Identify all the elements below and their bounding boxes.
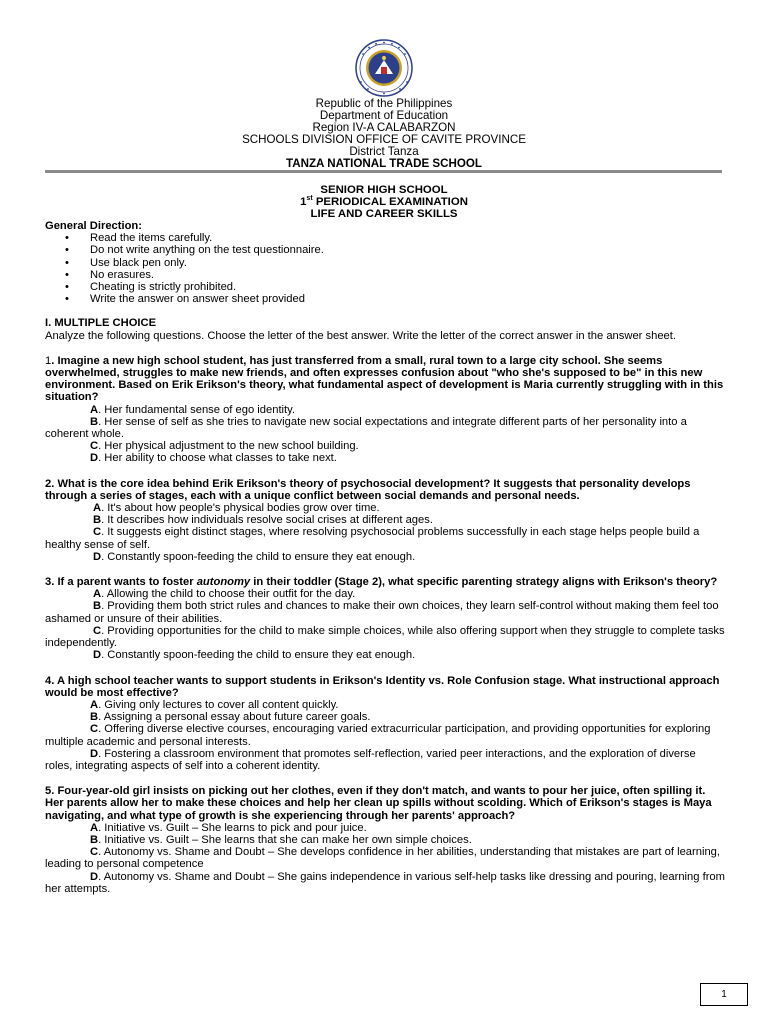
question-stem: 2. What is the core idea behind Erik Erikson's theory of psychosocial development? It suggests that personality develops through a series of stages, each with a unique conflict between social demands and personal needs. [45,477,691,502]
option-a: A. Giving only lectures to cover all content quickly. [90,698,339,711]
option-c: C. It suggests eight distinct stages, where resolving psychosocial problems successfully in each stage helps people build a healthy sense of self. [45,526,700,551]
option-d: D. Constantly spoon-feeding the child to ensure they eat enough. [93,649,416,662]
page-number: 1 [700,983,748,1006]
option-b: B. Providing them both strict rules and chances to make their own choices, they learn self-control without making them feel too ashamed or unsure of their abilities. [45,600,719,625]
question-stem: 3. If a parent wants to foster autonomy in their toddler (Stage 2), what specific parenting strategy aligns with Erikson's theory? [45,576,718,589]
option-b: B. Initiative vs. Guilt – She learns that she can make her own simple choices. [90,833,472,846]
option-b: B. It describes how individuals resolve social crises at different ages. [93,514,433,527]
direction-item: • Cheating is strictly prohibited. [45,281,725,293]
option-c: C. Offering diverse elective courses, encouraging varied extracurricular participation, and providing opportunities for exploring multiple academic and personal interests. [45,723,711,748]
direction-item: • No erasures. [45,269,725,281]
option-c: C. Autonomy vs. Shame and Doubt – She develops confidence in her abilities, understanding that mistakes are part of learning, leading to personal competence [45,846,720,871]
header-line-country: Republic of the Philippines [315,97,453,110]
option-b: B. Assigning a personal essay about future career goals. [90,711,371,724]
option-a: A. Her fundamental sense of ego identity. [90,403,296,416]
header-line-region: Region IV-A CALABARZON [312,121,456,135]
direction-item: • Write the answer on answer sheet provided [45,293,725,305]
header-line-department: Department of Education [319,109,449,123]
direction-item: • Use black pen only. [45,257,725,269]
question-5 [45,785,725,895]
question-stem: 1. Imagine a new high school student, has just transferred from a small, rural town to a large city school. She seems overwhelmed, struggles to make new friends, and often expresses confusion about "who she's supposed to be" in this new environment. Based on Erik Erikson's theory, what fundamental aspect of development is Maria currently struggling with in this situation? [45,354,724,404]
option-d: D. Her ability to choose what classes to take next. [90,452,337,465]
direction-item: • Read the items carefully. [45,232,725,244]
option-d: D. Constantly spoon-feeding the child to ensure they eat enough. [93,550,416,563]
question-stem: 4. A high school teacher wants to support students in Erikson's Identity vs. Role Confusion stage. What instructional approach would be most effective? [45,674,720,699]
direction-title: General Direction: [45,220,142,232]
header-divider [45,170,722,173]
exam-period: 1st PERIODICAL EXAMINATION [300,195,468,209]
direction-item: • Do not write anything on the test questionnaire. [45,244,725,256]
letterhead [0,98,768,171]
question-3 [45,576,725,661]
exam-title-block [0,184,768,220]
option-a: A. Initiative vs. Guilt – She learns to pick and pour juice. [90,821,367,834]
option-a: A. It's about how people's physical bodies grow over time. [93,502,380,515]
school-name: TANZA NATIONAL TRADE SCHOOL [285,157,482,171]
option-d: D. Fostering a classroom environment that promotes self-reflection, varied peer interactions, and the exploration of diverse roles, integrating aspects of self into a coherent identity. [45,747,696,772]
deped-seal-logo [345,38,423,98]
exam-subject: LIFE AND CAREER SKILLS [310,208,458,221]
option-b: B. Her sense of self as she tries to navigate new social expectations and integrate different parts of her personality into a coherent whole. [45,415,687,441]
section-instruction: Analyze the following questions. Choose the letter of the best answer. Write the letter of the correct answer in the answer sheet. [45,329,676,342]
question-2 [45,478,725,563]
direction-list [45,232,725,305]
question-1 [45,355,725,465]
exam-content [45,220,725,895]
option-c: C. Her physical adjustment to the new school building. [90,440,359,453]
question-4 [45,675,725,773]
option-d: D. Autonomy vs. Shame and Doubt – She gains independence in various self-help tasks like dressing and pouring, learning from her attempts. [45,870,725,895]
exam-level: SENIOR HIGH SCHOOL [320,184,448,196]
option-a: A. Allowing the child to choose their outfit for the day. [93,588,356,601]
question-stem: 5. Four-year-old girl insists on picking out her clothes, even if they don't match, and wants to pour her juice, often spilling it. Her parents allow her to make these choices and help her clean up spills without scolding. Which of Erikson's stages is Maya navigating, and what type of growth is she experiencing through her parents' approach? [45,785,712,822]
option-c: C. Providing opportunities for the child to make simple choices, while also offering support when they struggle to complete tasks independently. [45,624,725,650]
header-line-division: SCHOOLS DIVISION OFFICE OF CAVITE PROVINCE [242,133,526,147]
section-title: I. MULTIPLE CHOICE [45,317,157,330]
header-line-district: District Tanza [349,145,419,159]
